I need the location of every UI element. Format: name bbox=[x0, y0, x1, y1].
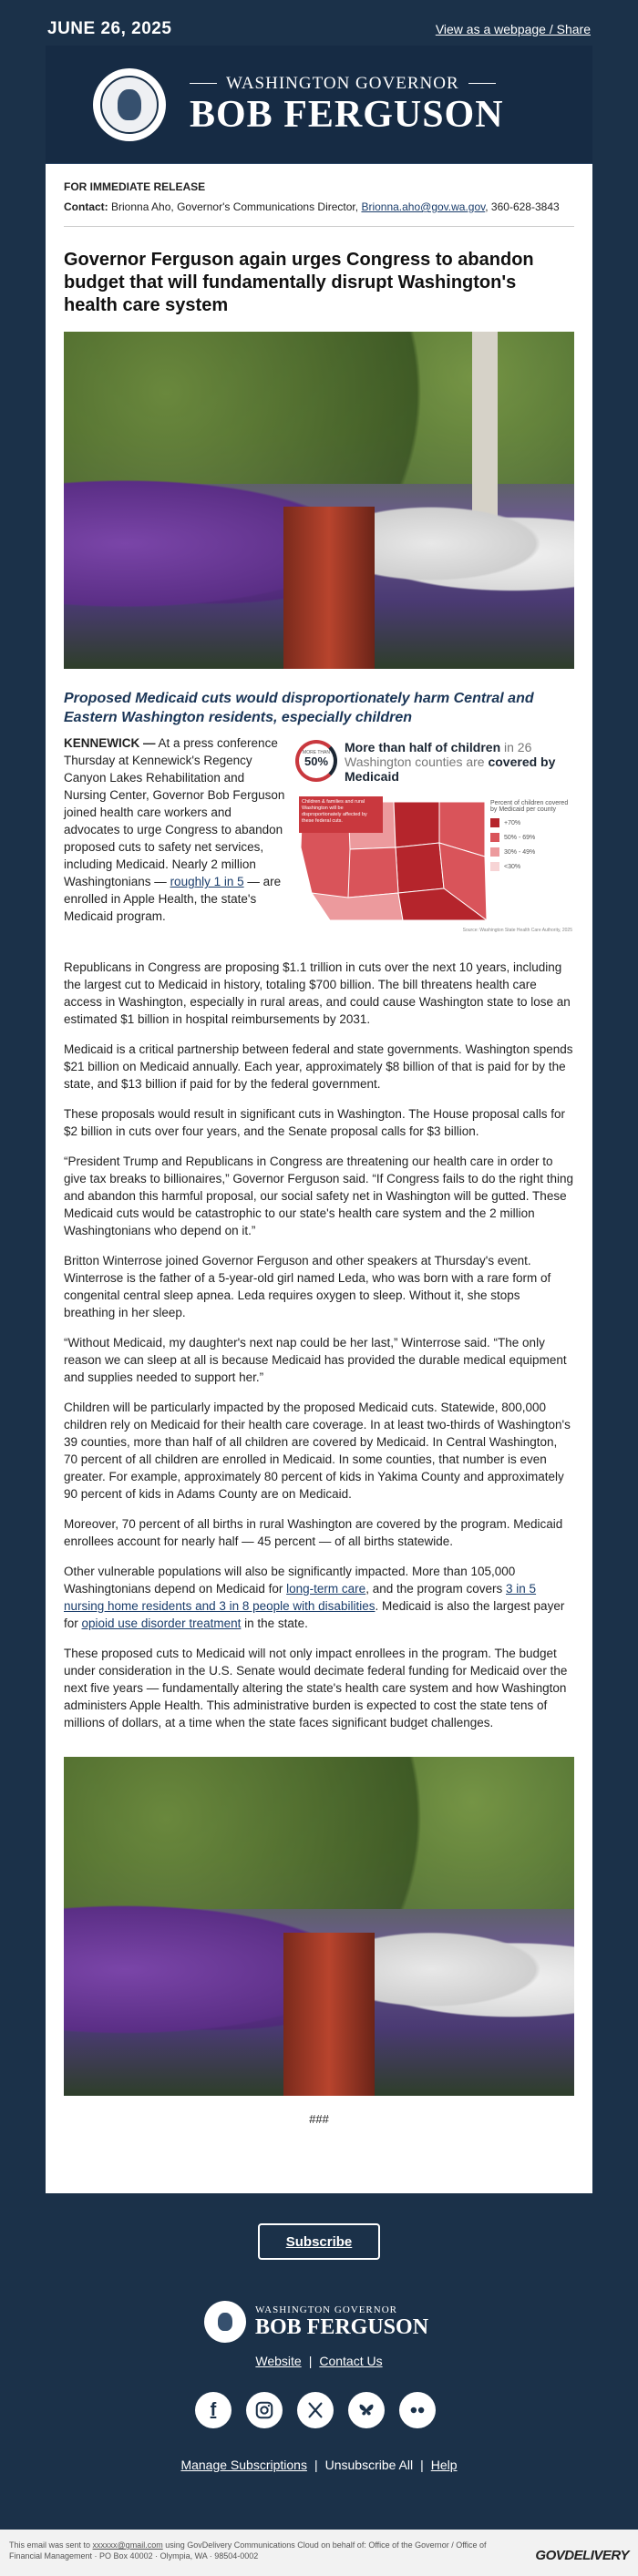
content-card bbox=[46, 164, 592, 2193]
legend-label: 50% - 69% bbox=[504, 834, 536, 841]
press-conference-photo bbox=[64, 332, 574, 669]
contact-line bbox=[64, 200, 574, 213]
bluesky-icon[interactable] bbox=[348, 2392, 385, 2428]
website-link[interactable]: Website bbox=[255, 2354, 302, 2368]
release-date: JUNE 26, 2025 bbox=[47, 19, 172, 38]
subscription-links bbox=[0, 2458, 638, 2472]
footer-seal-icon bbox=[204, 2301, 246, 2343]
state-seal-icon bbox=[93, 68, 166, 141]
contact-label: Contact: bbox=[64, 200, 108, 213]
contact-us-link[interactable]: Contact Us bbox=[319, 2354, 383, 2368]
legend-item bbox=[490, 862, 572, 871]
contact-email-link[interactable]: Brionna.aho@gov.wa.gov bbox=[361, 200, 486, 213]
banner-subtitle: WASHINGTON GOVERNOR bbox=[226, 73, 459, 93]
body-paragraph: These proposed cuts to Medicaid will not only impact enrollees in the program. The budget under consideration in the U.S. Senate would decimate federal funding for Medicaid over the next five years — fundamentally altering the state's health care system and how Washington administers Apple Health. This administrative burden is expected to cost the state tens of millions of dollars, at a time when the state faces significant budget challenges. bbox=[64, 1647, 568, 1729]
lead-paragraph bbox=[64, 734, 288, 925]
long-term-care-link[interactable]: long-term care bbox=[286, 1582, 366, 1596]
separator: | bbox=[314, 2458, 318, 2472]
legend-item bbox=[490, 847, 572, 857]
social-icons bbox=[195, 2392, 436, 2428]
legend-label: 30% - 49% bbox=[504, 848, 536, 856]
divider bbox=[64, 226, 574, 227]
infographic-source: Source: Washington State Health Care Authority, 2025 bbox=[462, 928, 572, 933]
title-bold-b: covered by Medicaid bbox=[345, 754, 556, 784]
govdelivery-logo: GOVDELIVERY bbox=[535, 2548, 629, 2563]
dateline: KENNEWICK — bbox=[64, 736, 156, 750]
speaker-photo bbox=[64, 1757, 574, 2096]
nursing-home-link[interactable]: 3 in 5 nursing home residents and 3 in 8 people with disabilities bbox=[64, 1582, 537, 1613]
help-link[interactable]: Help bbox=[430, 2458, 458, 2472]
map-legend bbox=[490, 800, 572, 871]
view-as-webpage-link[interactable]: View as a webpage / Share bbox=[435, 22, 591, 36]
medicaid-infographic bbox=[293, 736, 574, 937]
lead-section bbox=[64, 734, 574, 946]
banner-logo-text bbox=[190, 74, 504, 136]
legal-text-a: This email was sent to bbox=[9, 2540, 93, 2550]
body-paragraph: Republicans in Congress are proposing $1.1 trillion in cuts over the next 10 years, including the largest cut to Medicaid in history, totaling $700 billion. The bill threatens health care access in Washington, especially in rural areas, and could cause Washington state to lose an estimated $1 billion in hospital reimbursements by 2031. bbox=[64, 960, 571, 1026]
photo-caption: Proposed Medicaid cuts would disproportionately harm Central and Eastern Washington residents, especially children bbox=[64, 691, 534, 725]
end-mark: ### bbox=[309, 2112, 329, 2126]
body-paragraph: Moreover, 70 percent of all births in rural Washington are covered by the program. Medicaid enrollees account for nearly half — 45 percent — of all births statewide. bbox=[64, 1517, 563, 1548]
body-paragraph: “Without Medicaid, my daughter's next nap could be her last,” Winterrose said. “The only reason we can sleep at all is because Medicaid has provided the durable medical equipment and supplies needed to support her.” bbox=[64, 1336, 567, 1384]
lead-text-a: At a press conference Thursday at Kennewick's Regency Canyon Lakes Rehabilitation and Nursing Center, Governor Bob Ferguson joined health care workers and advocates to urge Congress to abandon proposed cuts to safety net services, including Medicaid. Nearly 2 million Washingtonians — bbox=[64, 736, 285, 888]
contact-name: Brionna Aho, Governor's Communications Director, bbox=[111, 200, 359, 213]
p9-text-a: Other vulnerable populations will also be significantly impacted. More than 105,000 Washingtonians depend on Medicaid for bbox=[64, 1565, 516, 1596]
footer-links bbox=[0, 2354, 638, 2368]
opioid-treatment-link[interactable]: opioid use disorder treatment bbox=[81, 1616, 242, 1630]
infographic-note: Children & families and rural Washington will be disproportionately affected by these federal cuts. bbox=[299, 796, 383, 833]
banner-title: BOB FERGUSON bbox=[190, 93, 504, 136]
flickr-icon[interactable] bbox=[399, 2392, 436, 2428]
title-mid: in 26 Washington counties are bbox=[345, 740, 532, 769]
manage-subscriptions-link[interactable]: Manage Subscriptions bbox=[180, 2458, 307, 2472]
facebook-icon[interactable]: f bbox=[195, 2392, 232, 2428]
separator: | bbox=[420, 2458, 424, 2472]
footer-logo bbox=[204, 2301, 428, 2343]
legend-item bbox=[490, 833, 572, 842]
p9-text-d: in the state. bbox=[241, 1616, 308, 1630]
legend-label: <30% bbox=[504, 863, 521, 870]
p9-text-b: , and the program covers bbox=[365, 1582, 507, 1596]
separator: | bbox=[308, 2354, 313, 2368]
roughly-1-in-5-link[interactable]: roughly 1 in 5 bbox=[170, 875, 244, 888]
footer-logo-subtitle: WASHINGTON GOVERNOR bbox=[255, 2304, 397, 2315]
badge-percent: 50% bbox=[304, 754, 329, 768]
legal-footer bbox=[0, 2530, 638, 2576]
body-paragraph bbox=[64, 1563, 574, 1632]
body-paragraph: These proposals would result in significant cuts in Washington. The House proposal calls for $2 billion in cuts over four years, and the Senate proposal calls for $3 billion. bbox=[64, 1107, 566, 1138]
instagram-icon[interactable] bbox=[246, 2392, 283, 2428]
p9-text-c: . Medicaid is also the largest payer for bbox=[64, 1599, 565, 1630]
unsubscribe-all-link[interactable]: Unsubscribe All bbox=[324, 2458, 414, 2472]
recipient-email-link[interactable]: xxxxxx@gmail.com bbox=[92, 2540, 163, 2550]
contact-phone: , 360-628-3843 bbox=[485, 200, 560, 213]
body-paragraph: “President Trump and Republicans in Congress are threatening our health care in order to give tax breaks to billionaires,” Governor Ferguson said. “If Congress fails to do the right thing and abandon this harmful proposal, our social safety net in Washington will be gutted. These Medicaid cuts would be catastrophic to our state's health care system and the 2 million Washingtonians who depend on it.” bbox=[64, 1155, 574, 1237]
legend-title: Percent of children covered by Medicaid per county bbox=[490, 800, 569, 813]
badge-caption: MORE THAN bbox=[303, 750, 330, 755]
body-paragraph: Britton Winterrose joined Governor Ferguson and other speakers at Thursday's event. Winterrose is the father of a 5-year-old girl named Leda, who was born with a rare form of congenital central sleep apnea. Leda requires oxygen to sleep. Without it, she stops breathing in her sleep. bbox=[64, 1254, 551, 1319]
body-paragraph: Children will be particularly impacted by the proposed Medicaid cuts. Statewide, 800,000 children rely on Medicaid for their health care coverage. In at least two-thirds of Washington's 39 counties, more than half of all children are covered by Medicaid. In Central Washington, 70 percent of all children are enrolled in Medicaid. In some counties, that number is even greater. For example, approximately 80 percent of kids in Yakima County and approximately 90 percent of kids in Adams County are on Medicaid. bbox=[64, 1401, 571, 1501]
lead-text-b: — are enrolled in Apple Health, the state's Medicaid program. bbox=[64, 875, 282, 923]
infographic-title bbox=[345, 740, 572, 784]
header-banner bbox=[46, 46, 592, 164]
legend-label: +70% bbox=[504, 819, 521, 826]
body-paragraph: Medicaid is a critical partnership between federal and state governments. Washington spends $21 billion on Medicaid annually. Each year, approximately $8 billion of that is paid for by the state, and $13 billion if paid for by the federal government. bbox=[64, 1042, 573, 1091]
release-label: FOR IMMEDIATE RELEASE bbox=[64, 180, 206, 193]
headline: Governor Ferguson again urges Congress to abandon budget that will fundamentally disrupt Washington's health care system bbox=[64, 250, 534, 315]
legal-text bbox=[9, 2540, 492, 2561]
title-bold-a: More than half of children bbox=[345, 740, 501, 754]
legal-text-b: using GovDelivery Communications Cloud on behalf of: Office of the Governor / Office of Financial Management · PO Box 40002 · Olympia, WA · 98504-0002 bbox=[9, 2540, 487, 2561]
percent-badge bbox=[295, 740, 337, 782]
footer-logo-title: BOB FERGUSON bbox=[255, 2315, 429, 2339]
subscribe-button[interactable]: Subscribe bbox=[258, 2223, 380, 2260]
x-twitter-icon[interactable] bbox=[297, 2392, 334, 2428]
legend-item bbox=[490, 818, 572, 827]
